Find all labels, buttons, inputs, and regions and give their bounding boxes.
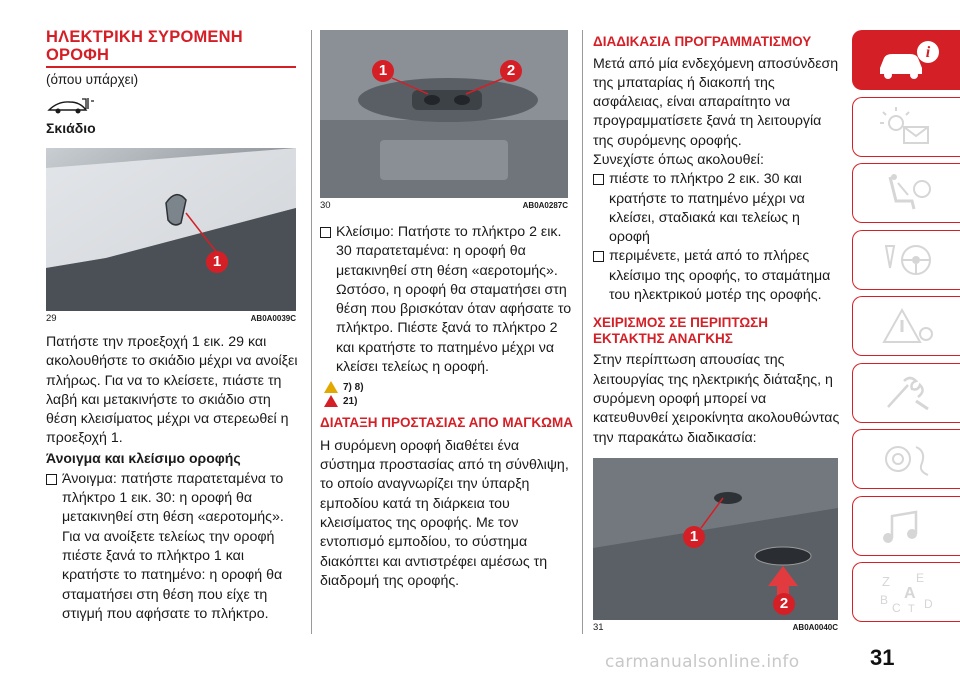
sunshade-paragraph: Πατήστε την προεξοχή 1 εικ. 29 και ακολουθήστε το σκιάδιο μέχρι να ανοίξει πλήρως. Για να το κλείσετε, πιάστε τη λαβή και μετακινήστε το σκιάδιο στη θέση κλεισίματος μέχρι να στερεωθεί η προεξοχή 1.: [46, 334, 298, 447]
sunshade-illustration: [46, 148, 296, 311]
figure-31-caption: [593, 622, 838, 633]
column-middle: [320, 30, 576, 591]
open-close-heading: Άνοιγμα και κλείσιμο οροφής: [46, 449, 241, 466]
figure-29: [46, 148, 296, 311]
index-letter-a: A: [903, 585, 916, 602]
callout-1: 1: [372, 60, 394, 82]
figure-code: AB0A0039C: [250, 314, 296, 323]
index-letter-e: E: [915, 571, 924, 585]
seat-safety-icon: [872, 171, 942, 215]
tab-driving[interactable]: [852, 230, 960, 290]
figure-31: [593, 458, 838, 620]
emergency-paragraph: Στην περίπτωση απουσίας της λειτουργίας της ηλεκτρικής διάταξης, η συρόμενη οροφή μπορεί να κατευθυνθεί χειροκίνητα ακολουθώντας την παρακάτω διαδικασία:: [593, 352, 840, 446]
ignition-driving-icon: [872, 238, 942, 282]
figure-number: 30: [320, 200, 331, 211]
warning-ref-row-2: [324, 395, 576, 407]
availability-note: (όπου υπάρχει): [46, 72, 139, 87]
figure-code: AB0A0287C: [522, 201, 568, 210]
tab-safety[interactable]: [852, 163, 960, 223]
maintenance-tools-icon: [872, 371, 942, 415]
tab-index[interactable]: [852, 562, 960, 622]
title-underline: [46, 66, 296, 68]
page-number: 31: [870, 645, 895, 670]
tab-car-info[interactable]: [852, 30, 960, 90]
callout-2: 2: [773, 593, 795, 615]
bullet-wait: [593, 247, 843, 305]
figure-number: 29: [46, 313, 57, 324]
callout-1: 1: [683, 526, 705, 548]
tab-warning-lights[interactable]: [852, 97, 960, 157]
roadside-emergency-icon: [872, 304, 942, 348]
optional-equipment-icon: [46, 95, 304, 117]
figure-30: [320, 30, 568, 198]
programming-paragraph: Μετά από μία ενδεχόμενη αποσύνδεση της μπαταρίας ή διακοπή της ασφάλειας, είναι απαραίτητο να προγραμματίσετε ξανά τη λειτουργία της συρόμενης οροφής.: [593, 55, 839, 149]
caution-icon: [324, 381, 338, 393]
index-letter-z: Z: [881, 574, 890, 589]
roof-buttons-illustration: [320, 30, 568, 198]
warning-lights-icon: [872, 105, 942, 149]
checkbox-bullet-icon: [593, 174, 604, 185]
checkbox-bullet-icon: [320, 227, 331, 238]
tab-maintenance[interactable]: [852, 363, 960, 423]
anti-pinch-paragraph: Η συρόμενη οροφή διαθέτει ένα σύστημα προστασίας από τη σύνθλιψη, το οποίο αναγνωρίζει την ύπαρξη εμποδίου κατά τη διάρκεια του κλεισίματος της οροφής. Με τον εντοπισμό εμποδίου, το σύστημα διακόπτει και αντιστρέφει αμέσως τη διαδρομή της οροφής.: [320, 437, 569, 589]
warning-ref-row: [324, 381, 576, 393]
index-letter-c: C: [891, 601, 901, 614]
manual-operation-illustration: [593, 458, 838, 620]
bullet-closing: [320, 223, 576, 377]
closing-text: Κλείσιμο: Πατήστε το πλήκτρο 2 εικ. 30 παρατεταμένα: η οροφή θα μετακινηθεί στη θέση «αεροτομής». Ωστόσο, η οροφή θα σταματήσει στη θέση που βρισκόταν όταν αφήσατε το πλήκτρο. Πιέστε ξανά το πλήκτρο 2 και κρατήστε το πατημένο μέχρι να κλείσει τελείως η οροφή.: [336, 224, 572, 376]
index-icon: [872, 570, 942, 614]
bullet-opening: [46, 470, 304, 624]
figure-29-caption: [46, 313, 296, 324]
multimedia-icon: [872, 504, 942, 548]
index-letter-d: D: [923, 597, 933, 611]
callout-1: 1: [206, 251, 228, 273]
section-title: ΗΛΕΚΤΡΙΚΗ ΣΥΡΟΜΕΝΗ ΟΡΟΦΗ: [46, 28, 243, 64]
watermark: carmanualsonline.info: [605, 652, 800, 672]
tab-multimedia[interactable]: [852, 496, 960, 556]
chapter-tabs: [852, 30, 960, 629]
tab-technical-data[interactable]: [852, 429, 960, 489]
opening-text: Άνοιγμα: πατήστε παρατεταμένα το πλήκτρο 1 εικ. 30: η οροφή θα μετακινηθεί στη θέση «αεροτομής». Για να ανοίξετε τελείως την οροφή πιέστε ξανά το πλήκτρο 1 και κρατήστε το πατημένο: η οροφή θα σταματήσει στη θέση που είχε τη στιγμή που αφήσατε το πλήκτρο.: [62, 470, 284, 622]
continue-paragraph: Συνεχίστε όπως ακολουθεί:: [593, 151, 764, 168]
svg-text:i: i: [925, 44, 930, 61]
wait-text: περιμένετε, μετά από το πλήρες κλείσιμο της οροφής, το σταμάτημα του ηλεκτρικού μοτέρ της οροφής.: [609, 248, 831, 304]
column-divider: [311, 30, 312, 634]
checkbox-bullet-icon: [593, 251, 604, 262]
tab-emergency[interactable]: [852, 296, 960, 356]
figure-30-caption: [320, 200, 568, 211]
programming-heading: ΔΙΑΔΙΚΑΣΙΑ ΠΡΟΓΡΑΜΜΑΤΙΣΜΟΥ: [593, 34, 812, 49]
sunshade-heading: Σκιάδιο: [46, 120, 96, 136]
car-info-icon: [872, 38, 942, 82]
column-left: [46, 28, 304, 624]
technical-data-icon: [872, 437, 942, 481]
emergency-heading: ΧΕΙΡΙΣΜΟΣ ΣΕ ΠΕΡΙΠΤΩΣΗ ΕΚΤΑΚΤΗΣ ΑΝΑΓΚΗΣ: [593, 315, 769, 346]
index-letter-t: T: [907, 603, 915, 614]
warning-refs-2: 21): [343, 395, 358, 407]
column-divider-2: [582, 30, 583, 634]
checkbox-bullet-icon: [46, 474, 57, 485]
warning-refs: 7) 8): [343, 381, 364, 393]
column-right: [593, 34, 843, 633]
anti-pinch-heading: ΔΙΑΤΑΞΗ ΠΡΟΣΤΑΣΙΑΣ ΑΠΟ ΜΑΓΚΩΜΑ: [320, 415, 573, 431]
figure-number: 31: [593, 621, 604, 633]
callout-2: 2: [500, 60, 522, 82]
index-letter-b: B: [879, 593, 888, 607]
bullet-press-2: [593, 170, 843, 247]
figure-code: AB0A0040C: [792, 622, 838, 632]
press-2-text: πιέστε το πλήκτρο 2 εικ. 30 και κρατήστε το πατημένο μέχρι να κλείσει, σταδιακά και τελείως η οροφή: [609, 171, 805, 246]
danger-icon: [324, 395, 338, 407]
